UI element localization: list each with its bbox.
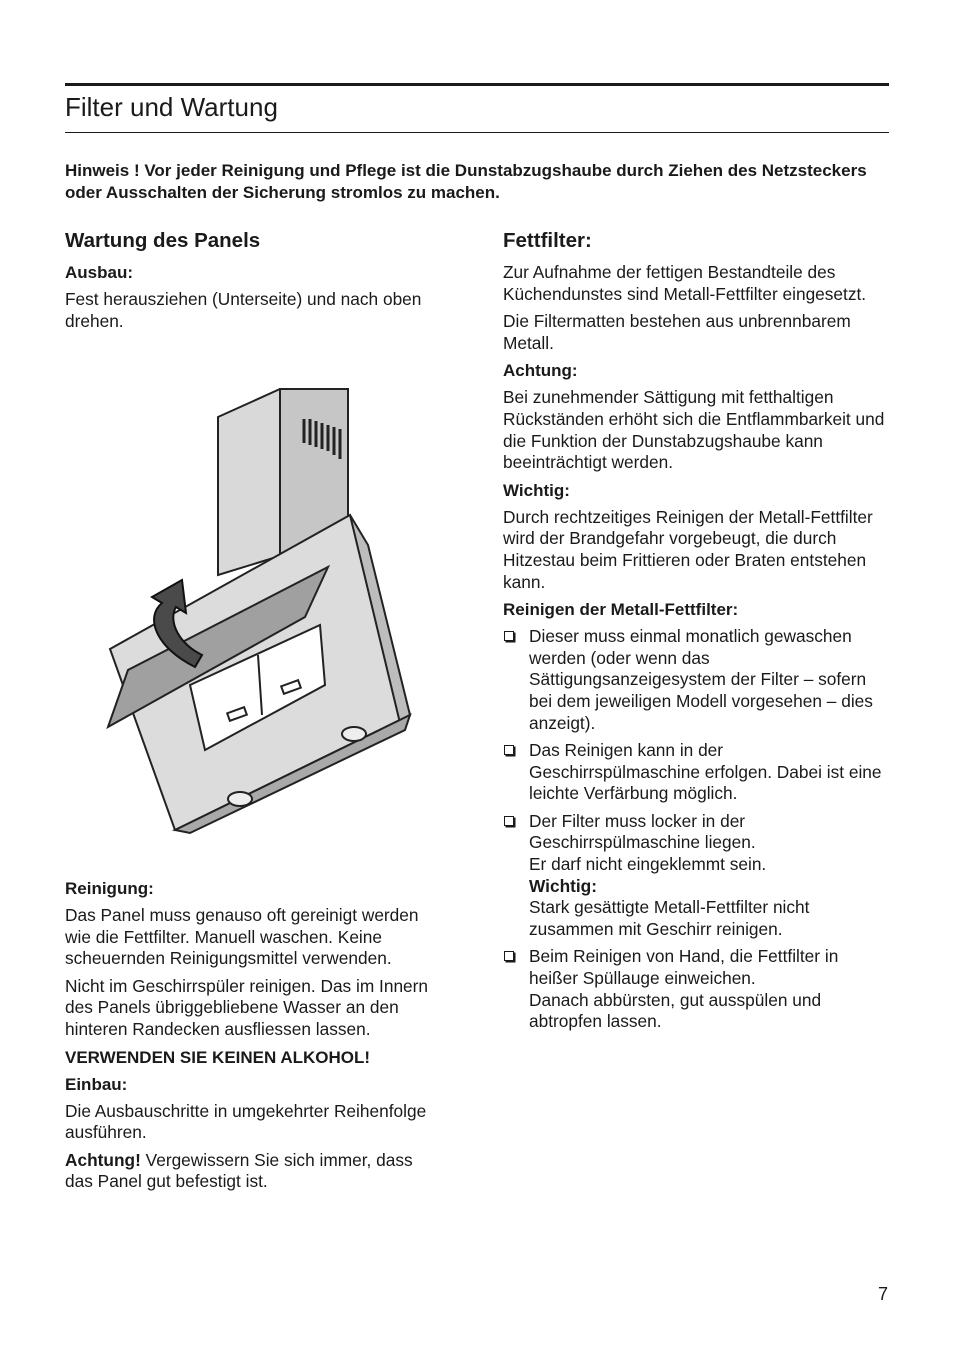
hood-panel-illustration [100,385,420,835]
wichtig-inline-label: Wichtig: [529,875,597,896]
page-number: 7 [877,1284,888,1304]
einbau-text: Die Ausbauschritte in umgekehrter Reihenfolge ausführen. [65,1100,427,1143]
right-column [503,228,888,1039]
light-left [228,792,252,806]
list-item: Der Filter muss locker in der Geschirrspülmaschine liegen. Er darf nicht eingeklemmt sein. Wichtig: Stark gesättigte Metall-Fettfilter nicht zusammen mit Geschirr reinigen. [503,811,888,941]
panel-maintenance-heading: Wartung des Panels [65,229,261,252]
achtung-text-right: Bei zunehmender Sättigung mit fetthaltigen Rückständen erhöht sich die Entflammbarkeit und die Funktion der Dunstabzugshaube kann beeinträchtigt werden. [503,387,885,473]
checkbox-icon [504,816,514,826]
wichtig-label: Wichtig: [503,480,570,500]
title-underline [65,132,889,133]
ausbau-text: Fest herausziehen (Unterseite) und nach oben drehen. [65,289,422,331]
alcohol-warning: VERWENDEN SIE KEINEN ALKOHOL! [65,1047,371,1067]
cleaning-checklist [503,626,888,1033]
page-title: Filter und Wartung [65,92,278,122]
light-right [342,727,366,741]
achtung-label: Achtung! [65,1149,141,1170]
einbau-label: Einbau: [65,1074,128,1094]
achtung-text: Vergewissern Sie sich immer, dass das Panel gut befestigt ist. [65,1149,413,1192]
list-item: Das Reinigen kann in der Geschirrspülmaschine erfolgen. Dabei ist eine leichte Verfärbung möglich. [503,740,888,805]
list-item: Beim Reinigen von Hand, die Fettfilter in heißer Spüllauge einweichen. Danach abbürsten, gut ausspülen und abtropfen lassen. [503,946,888,1032]
reinigung-label: Reinigung: [65,879,154,898]
reinigung-paragraph-2: Nicht im Geschirrspüler reinigen. Das im Innern des Panels übriggebliebene Wasser an den hinteren Randecken ausfliessen lassen. [65,975,429,1039]
list-item: Dieser muss einmal monatlich gewaschen werden (oder wenn das Sättigungsanzeigesystem der Filter – sofern bei dem jeweiligen Modell vorgesehen – dies anzeigt). [503,626,888,734]
top-rule [65,83,889,86]
reinigung-section [65,878,445,1199]
grease-filter-paragraph-2: Die Filtermatten bestehen aus unbrennbarem Metall. [503,311,851,353]
ausbau-label: Ausbau: [65,263,133,282]
checkbox-icon [504,631,514,641]
achtung-note [65,1150,445,1193]
reinigung-paragraph-1: Das Panel muss genauso oft gereinigt werden wie die Fettfilter. Manuell waschen. Keine scheuernden Reinigungsmittel verwenden. [65,905,419,969]
grease-filter-paragraph-1: Zur Aufnahme der fettigen Bestandteile des Küchendunstes sind Metall-Fettfilter eingesetzt. [503,262,867,304]
grease-filter-heading: Fettfilter: [503,229,592,252]
checkbox-icon [504,951,514,961]
checkbox-icon [504,745,514,755]
left-column [65,228,445,338]
wichtig-text: Durch rechtzeitiges Reinigen der Metall-Fettfilter wird der Brandgefahr vorgebeugt, die durch Hitzestau beim Frittieren oder Braten entstehen kann. [503,506,873,592]
achtung-label-right: Achtung: [503,361,578,381]
cleaning-label: Reinigen der Metall-Fettfilter: [503,600,739,620]
safety-notice: Hinweis ! Vor jeder Reinigung und Pflege ist die Dunstabzugshaube durch Ziehen des Netzsteckers oder Ausschalten der Sicherung stromlos zu machen. [65,161,867,202]
